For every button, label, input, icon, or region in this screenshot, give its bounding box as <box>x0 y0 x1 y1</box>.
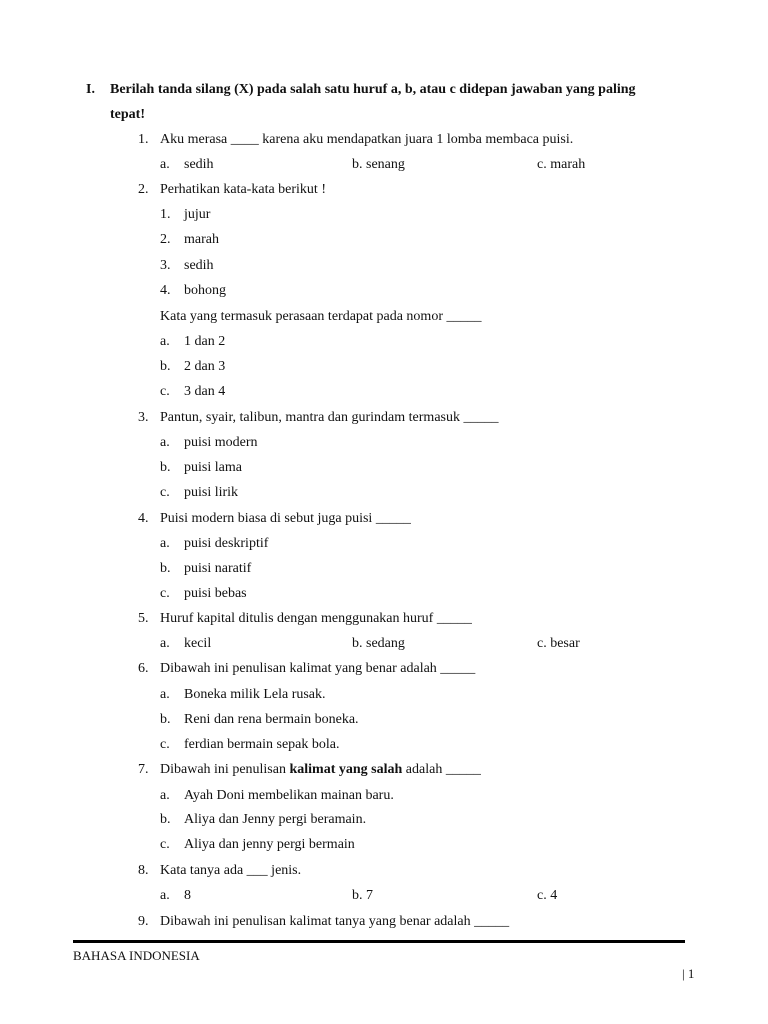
question-text: Aku merasa ____ karena aku mendapatkan juara 1 lomba membaca puisi. <box>160 132 574 147</box>
option-letter: a. <box>160 888 170 903</box>
option-b: b. 7 <box>352 888 373 903</box>
question-number: 7. <box>138 762 149 777</box>
option-letter: b. <box>160 712 171 727</box>
option-text: puisi bebas <box>184 586 247 601</box>
page-number: | 1 <box>682 966 695 981</box>
option-letter: c. <box>160 384 170 399</box>
section-number: I. <box>86 82 95 97</box>
option-text: ferdian bermain sepak bola. <box>184 737 340 752</box>
option-b: b. senang <box>352 157 405 172</box>
option-letter: a. <box>160 157 170 172</box>
list-item-text: sedih <box>184 258 214 273</box>
list-item-number: 4. <box>160 283 171 298</box>
question-number: 4. <box>138 511 149 526</box>
option-text: 2 dan 3 <box>184 359 226 374</box>
option-letter: a. <box>160 334 170 349</box>
instruction-text-cont: tepat! <box>110 107 145 122</box>
option-letter: a. <box>160 536 170 551</box>
list-item-text: jujur <box>184 207 211 222</box>
option-letter: b. <box>160 460 171 475</box>
option-text: puisi lama <box>184 460 242 475</box>
option-c: c. besar <box>537 636 580 651</box>
list-item-number: 3. <box>160 258 171 273</box>
question-text: Perhatikan kata-kata berikut ! <box>160 182 326 197</box>
option-letter: b. <box>160 561 171 576</box>
option-text: 1 dan 2 <box>184 334 226 349</box>
option-letter: a. <box>160 788 170 803</box>
question-text: Huruf kapital ditulis dengan menggunakan huruf _____ <box>160 611 472 626</box>
option-text: 3 dan 4 <box>184 384 226 399</box>
list-item-number: 1. <box>160 207 171 222</box>
option-letter: c. <box>160 485 170 500</box>
list-item-text: marah <box>184 232 219 247</box>
option-text: puisi deskriptif <box>184 536 269 551</box>
question-number: 2. <box>138 182 149 197</box>
instruction-text: Berilah tanda silang (X) pada salah satu huruf a, b, atau c didepan jawaban yang paling <box>110 82 636 97</box>
question-number: 9. <box>138 914 149 929</box>
option-b: b. sedang <box>352 636 405 651</box>
question-number: 5. <box>138 611 149 626</box>
option-text: puisi lirik <box>184 485 239 500</box>
option-letter: a. <box>160 435 170 450</box>
option-text: Aliya dan jenny pergi bermain <box>184 837 355 852</box>
question-text <box>160 762 481 778</box>
option-text: Aliya dan Jenny pergi beramain. <box>184 812 367 827</box>
option-text: 8 <box>184 888 191 903</box>
list-item-text: bohong <box>184 283 226 298</box>
option-text: Boneka milik Lela rusak. <box>184 687 326 702</box>
question-number: 3. <box>138 410 149 425</box>
list-item-number: 2. <box>160 232 171 247</box>
footer-subject: BAHASA INDONESIA <box>73 948 200 963</box>
question-text: Pantun, syair, talibun, mantra dan gurindam termasuk _____ <box>160 410 499 425</box>
option-text: kecil <box>184 636 212 651</box>
option-letter: c. <box>160 737 170 752</box>
question-number: 1. <box>138 132 149 147</box>
option-letter: b. <box>160 812 171 827</box>
question-text: Puisi modern biasa di sebut juga puisi _____ <box>160 511 411 526</box>
option-c: c. 4 <box>537 888 558 903</box>
option-letter: c. <box>160 837 170 852</box>
option-c: c. marah <box>537 157 586 172</box>
option-letter: c. <box>160 586 170 601</box>
option-text: Ayah Doni membelikan mainan baru. <box>184 788 394 803</box>
question-number: 8. <box>138 863 149 878</box>
option-text: puisi naratif <box>184 561 252 576</box>
question-text-post: adalah _____ <box>402 762 481 777</box>
option-letter: a. <box>160 687 170 702</box>
option-letter: b. <box>160 359 171 374</box>
question-text: Kata tanya ada ___ jenis. <box>160 863 302 878</box>
question-subtext: Kata yang termasuk perasaan terdapat pada nomor _____ <box>160 309 482 324</box>
question-text-emphasis: kalimat yang salah <box>289 762 403 777</box>
option-text: Reni dan rena bermain boneka. <box>184 712 359 727</box>
footer-divider <box>73 940 685 943</box>
question-text: Dibawah ini penulisan kalimat yang benar adalah _____ <box>160 661 476 676</box>
question-number: 6. <box>138 661 149 676</box>
question-text: Dibawah ini penulisan kalimat tanya yang benar adalah _____ <box>160 914 510 929</box>
option-text: sedih <box>184 157 214 172</box>
option-text: puisi modern <box>184 435 258 450</box>
option-letter: a. <box>160 636 170 651</box>
question-text-pre: Dibawah ini penulisan <box>160 762 290 777</box>
